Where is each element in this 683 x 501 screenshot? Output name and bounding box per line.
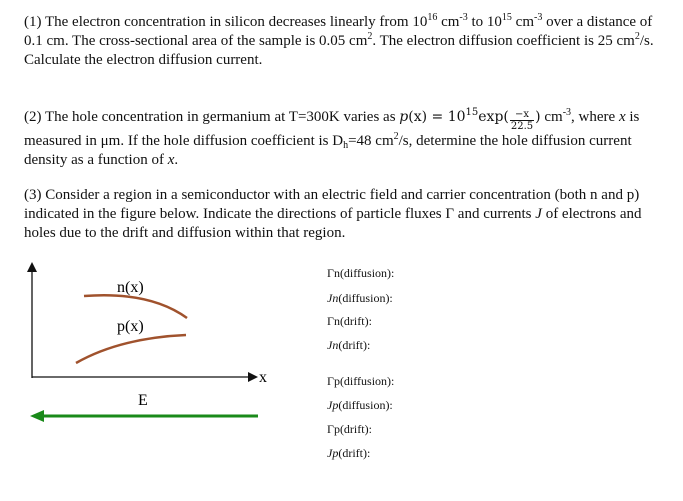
answer-kind: (diffusion): [339, 266, 395, 280]
answer-symbol: Jp [327, 446, 339, 460]
y-axis-arrowhead [27, 262, 37, 272]
n-label: n(x) [117, 279, 144, 296]
problem-1-text: (1) The electron concentration in silicon decreases linearly from $10^{16}$ $cm^{-3}$ to $10^{15}$ $cm^{-3}$ over a distance of 0.1 cm. The cross-sectional area of the sample is 0.05 $cm^2$. The electron diffusion coefficient is 25 $cm^2/s$. Calculate the electron diffusion current. [24, 12, 654, 68]
answer-kind: (diffusion): [339, 374, 395, 388]
answer-label [327, 291, 393, 306]
answer-kind: (drift): [339, 314, 372, 328]
answer-label [327, 314, 372, 329]
answer-kind: (diffusion): [338, 398, 393, 412]
answer-label [327, 266, 394, 281]
answer-kind: (drift): [338, 446, 371, 460]
answer-label [327, 398, 393, 413]
answer-kind: (drift): [339, 422, 372, 436]
e-field-label: E [138, 392, 148, 409]
x-axis-label: x [259, 369, 267, 386]
problem-3-text: (3) Consider a region in a semiconductor with an electric field and carrier concentration (both n and p) indicated in the figure below. Indicate the directions of particle fluxes Γ and currents J of electrons and holes due to the drift and diffusion within that region. [24, 187, 642, 241]
exponent-fraction: $\frac{-x}{22.5}$ [510, 109, 534, 132]
answer-symbol: Jn [327, 338, 339, 352]
answer-label [327, 374, 394, 389]
answer-label [327, 338, 370, 353]
answer-symbol: Γp [327, 422, 340, 436]
n-curve [84, 295, 187, 318]
x-axis-arrowhead [248, 372, 258, 382]
answer-label [327, 446, 370, 461]
p-label: p(x) [117, 318, 144, 335]
answer-symbol: Γn [327, 314, 340, 328]
answer-symbol: Γp [327, 374, 340, 388]
e-field-arrowhead [30, 410, 44, 422]
p-curve [76, 335, 186, 363]
answer-symbol: Jn [327, 291, 339, 305]
answer-symbol: Jp [327, 398, 339, 412]
answer-symbol: Γn [327, 266, 340, 280]
answer-kind: (diffusion): [338, 291, 393, 305]
problem-2-text: (2) The hole concentration in germanium at T=300K varies as $p(x) = 10^{15}\exp$( $\frac{-x}{22.5}$ ) $cm^{-3}$, where x is measured in μm. If the hole diffusion coefficient is $D_h=48$ $cm^2/s$, determine the hole diffusion current density as a function of x. [24, 107, 640, 168]
answer-kind: (drift): [338, 338, 371, 352]
hole-concentration-equation: $p(x) = 10^{15}\exp$( $\frac{-x}{22.5}$ ) [399, 107, 541, 132]
answer-label [327, 422, 372, 437]
